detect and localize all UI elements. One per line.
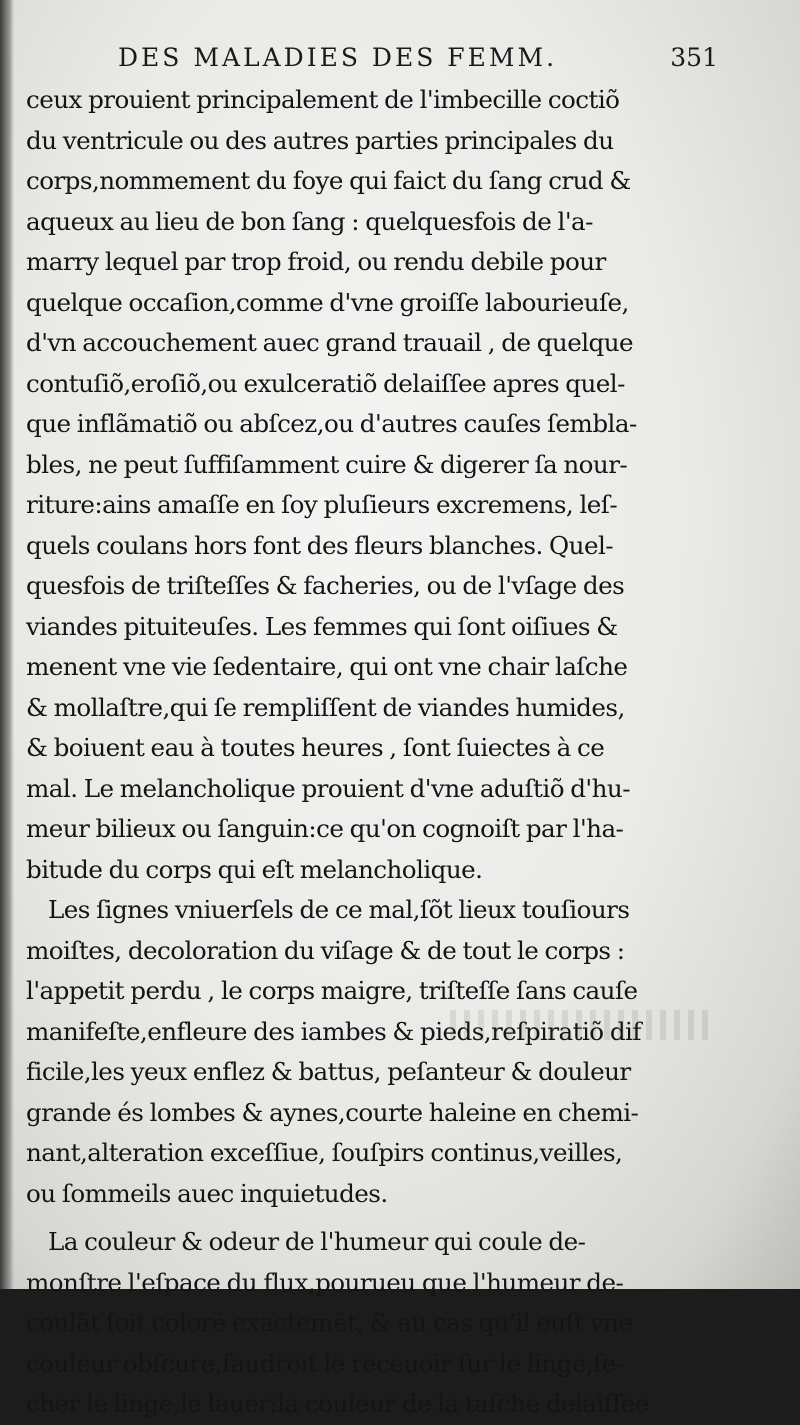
running-title: DES MALADIES DES FEMM. — [118, 43, 558, 72]
text-line: couleur obſcure,faudroit le receuoir ſur le linge,ſe- — [26, 1348, 624, 1378]
text-line: Les ſignes vniuerſels de ce mal,ſõt lieux touſiours — [48, 895, 630, 924]
text-line: ceux prouient principalement de l'imbecille coctiõ — [26, 85, 620, 114]
text-line: nant,alteration exceſſiue, ſouſpirs continus,veilles, — [26, 1138, 623, 1167]
text-line: ou ſommeils auec inquietudes. — [26, 1178, 388, 1208]
text-line: viandes pituiteuſes. Les femmes qui ſont oiſiues & — [26, 611, 618, 641]
text-line: moiſtes, decoloration du viſage & de tout le corps : — [26, 935, 625, 965]
page-gutter-shadow — [0, 0, 14, 1289]
page-header — [118, 40, 718, 76]
text-line: menent vne vie ſedentaire, qui ont vne chair laſche — [26, 652, 628, 681]
text-line: & boiuent eau à toutes heures , ſont ſuiectes à ce — [26, 733, 605, 762]
text-line: mal. Le melancholique prouient d'vne aduſtiõ d'hu- — [26, 773, 630, 803]
text-line: coulãt ſoit coloré exactemẽt, & au cas qu'il euſt vne — [26, 1308, 633, 1337]
text-line: aqueux au lieu de bon ſang : quelquesfois de l'a- — [26, 206, 593, 236]
text-line: monſtre l'eſpace du flux,pourueu que l'humeur de- — [26, 1267, 624, 1297]
text-line: du ventricule ou des autres parties principales du — [26, 125, 614, 155]
text-line: corps,nommement du foye qui faict du ſang crud & — [26, 166, 631, 195]
text-line: ficile,les yeux enflez & battus, peſanteur & douleur — [26, 1057, 631, 1086]
text-line: grande és lombes & aynes,courte haleine en chemi- — [26, 1097, 639, 1127]
text-line: La couleur & odeur de l'humeur qui coule de- — [48, 1227, 586, 1256]
text-line: bitude du corps qui eſt melancholique. — [26, 854, 483, 884]
text-line: d'vn accouchement auec grand trauail , de quelque — [26, 328, 634, 357]
text-line: contuſiõ,eroſiõ,ou exulceratiõ delaiſſee apres quel- — [26, 368, 625, 398]
text-line: marry lequel par trop froid, ou rendu debile pour — [26, 247, 606, 276]
body-text — [26, 80, 716, 1425]
text-line: riture:ains amaſſe en ſoy pluſieurs excremens, leſ- — [26, 490, 618, 519]
text-line: & mollaſtre,qui ſe rempliſſent de viandes humides, — [26, 692, 625, 722]
text-line: manifeſte,enfleure des iambes & pieds,reſpiratiõ dif — [26, 1016, 641, 1046]
text-line: meur bilieux ou ſanguin:ce qu'on cognoiſt par l'ha- — [26, 814, 624, 843]
text-line: l'appetit perdu , le corps maigre, triſteſſe ſans cauſe — [26, 976, 638, 1005]
text-line: quesfois de triſteſſes & facheries, ou de l'vſage des — [26, 571, 625, 600]
page-number: 351 — [670, 43, 718, 72]
text-line: cher le linge,le lauer:la couleur de la taſche delaiſſee — [26, 1389, 649, 1418]
text-line: que inflãmatiõ ou abſcez,ou d'autres cauſes ſembla- — [26, 409, 637, 438]
text-line: quels coulans hors font des fleurs blanches. Quel- — [26, 530, 614, 560]
text-line: quelque occaſion,comme d'vne groiſſe labourieuſe, — [26, 287, 629, 317]
text-line: bles, ne peut ſuffiſamment cuire & digerer ſa nour- — [26, 449, 628, 479]
